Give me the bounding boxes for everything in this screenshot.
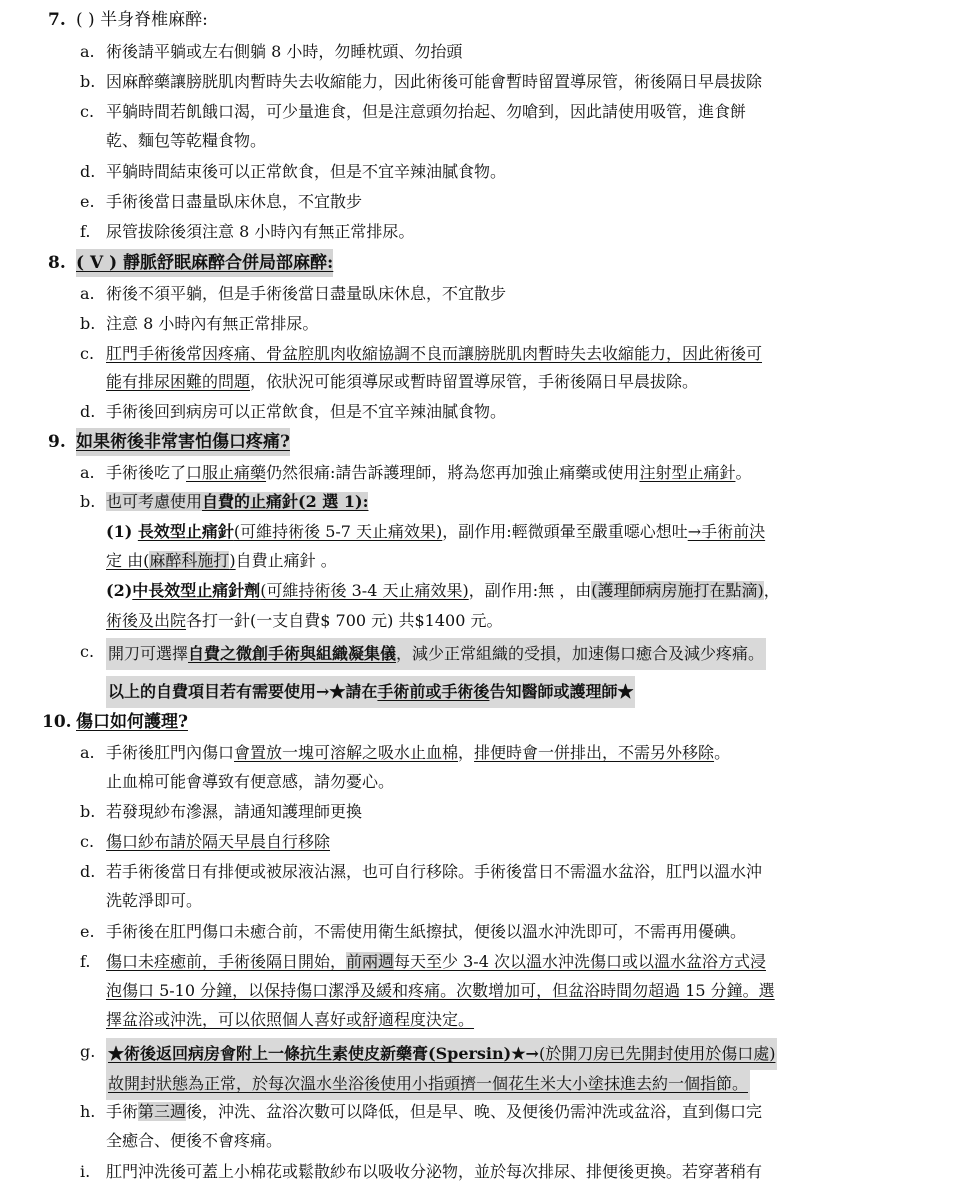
item-text: 手術後在肛門傷口未癒合前，不需使用衛生紙擦拭，便後以溫水沖洗即可，不需再用優碘。 [106, 922, 747, 941]
item-text: 平躺時間若飢餓口渴，可少量進食，但是注意頭勿抬起、勿嗆到，因此請使用吸管，進食餅 [106, 102, 747, 121]
item-text: ，依狀況可能須導尿或暫時留置導尿管，手術後隔日早晨拔除。 [250, 372, 699, 391]
oral-painkiller-text: 口服止痛藥 [186, 463, 267, 482]
item-label: h. [80, 1102, 96, 1121]
option-note: 定 由( [106, 551, 150, 570]
option-note: ， [763, 581, 780, 600]
item-text: 肛門手術後常因疼痛、骨盆腔肌肉收縮協調不良而讓膀胱肌肉暫時失去收縮能力，因此術後可 [106, 344, 763, 363]
item-text-underlined: 排便時會一併排出，不需另外移除 [474, 743, 715, 762]
item-label: f. [80, 222, 91, 241]
item-text: 後，沖洗、盆浴次數可以降低，但是早、晚、及便後仍需沖洗或盆浴，直到傷口完 [186, 1102, 763, 1121]
item-text: 注意 8 小時內有無正常排尿。 [106, 314, 319, 333]
item-text: 平躺時間結束後可以正常飲食，但是不宜辛辣油膩食物。 [106, 162, 507, 181]
item-text: ， [458, 743, 475, 762]
option-duration: (可維持術後 5-7 天止痛效果) [233, 522, 443, 541]
option-name: 長效型止痛針 [137, 522, 234, 541]
item-text: 手術後回到病房可以正常飲食，但是不宜辛辣油膩食物。 [106, 402, 507, 421]
item-text: 。 [735, 463, 752, 482]
item-label: e. [80, 192, 95, 211]
item-label: b. [80, 802, 96, 821]
item-text: 止血棉可能會導致有便意感，請勿憂心。 [106, 772, 395, 791]
item-label: c. [80, 832, 95, 851]
item-label: c. [80, 642, 95, 661]
nurse-admin-text: (護理師病房施打在點滴) [591, 581, 764, 600]
section-8-heading [0, 249, 977, 277]
item-label: a. [80, 284, 95, 303]
item-label: a. [80, 743, 95, 762]
item-text: 洗乾淨即可。 [106, 891, 203, 910]
option-note: 術後及出院 [106, 611, 187, 630]
ointment-note-text: ★術後返回病房會附上一條抗生素使皮新藥膏(Spersin)★→ [108, 1044, 539, 1063]
item-text: 傷口未痊癒前，手術後隔日開始， [106, 952, 347, 971]
item-text: 傷口紗布請於隔天早晨自行移除 [106, 832, 331, 851]
item-text: 若手術後當日有排便或被尿液沾濕，也可自行移除。手術後當日不需溫水盆浴，肛門以溫水沖 [106, 862, 763, 881]
item-text: 故開封狀態為正常，於每次溫水坐浴後使用小指頭擠一個花生米大小塗抹進去約一個指節。 [106, 1068, 750, 1100]
section-title: 傷口如何護理? [76, 712, 188, 732]
item-text: 擇盆浴或沖洗，可以依照個人喜好或舒適程度決定。 [106, 1010, 475, 1029]
item-label: d. [80, 402, 96, 421]
item-label: d. [80, 162, 96, 181]
section-number: 9. [48, 432, 66, 452]
item-label: d. [80, 862, 96, 881]
item-text: 因麻醉藥讓膀胱肌肉暫時失去收縮能力，因此術後可能會暫時留置導尿管，術後隔日早晨拔除 [106, 72, 763, 91]
opened-in-or-text: (於開刀房已先開封使用於傷口處) [538, 1044, 776, 1063]
option-note: →手術前決 [687, 522, 766, 541]
item-text: 可選擇 [140, 644, 189, 663]
item-text: 乾、麵包等乾糧食物。 [106, 131, 267, 150]
item-label: c. [80, 344, 95, 363]
option-note: ) [229, 551, 236, 570]
item-label: c. [80, 102, 95, 121]
item-text: 全癒合、便後不會疼痛。 [106, 1131, 283, 1150]
item-text-underlined: 會置放一塊可溶解之吸水止血棉 [234, 743, 459, 762]
note-text: 告知醫師或護理師★ [489, 682, 634, 701]
third-week-text: 第三週 [138, 1102, 187, 1121]
item-label: b. [80, 72, 96, 91]
item-label: b. [80, 492, 96, 511]
option-duration: (可維持術後 3-4 天止痛效果) [260, 581, 469, 600]
note-text: 以上的自費項目若有需要使用→★請在 [108, 682, 378, 701]
item-text: 也可考慮使用 [106, 492, 203, 511]
option-number: (2) [106, 581, 133, 600]
section-number: 7. [48, 10, 66, 30]
item-text: 。 [714, 743, 731, 762]
self-pay-painkiller-text: 自費的止痛針(2 選 1): [202, 492, 369, 511]
minimally-invasive-text: 自費之微創手術與組織凝集儀 [188, 644, 397, 663]
item-label: b. [80, 314, 96, 333]
item-label: g. [80, 1042, 96, 1061]
item-text: 開刀 [108, 644, 141, 663]
item-text: 每天至少 3-4 次以溫水沖洗傷口或以溫水盆浴方式浸 [394, 952, 766, 971]
option-side-effect: ，副作用:無 ，由 [468, 581, 592, 600]
item-text: ，減少正常組織的受損，加速傷口癒合及減少疼痛。 [396, 644, 765, 663]
option-number: (1) [106, 522, 138, 541]
item-label: a. [80, 42, 95, 61]
item-text: 若發現紗布滲濕，請通知護理師更換 [106, 802, 363, 821]
note-timing-text: 手術前或手術後 [377, 682, 490, 701]
item-text-underlined: 能有排尿困難的問題 [106, 372, 251, 391]
item-text: 仍然很痛:請告訴護理師，將為您再加強止痛藥或使用 [266, 463, 640, 482]
section-10-heading [0, 708, 977, 736]
item-text: 肛門沖洗後可蓋上小棉花或鬆散紗布以吸收分泌物，並於每次排尿、排便後更換。若穿著稍有 [106, 1162, 763, 1181]
section-7-heading [0, 6, 977, 34]
option-side-effect: ，副作用:輕微頭暈至嚴重噁心想吐 [442, 522, 688, 541]
item-text: 尿管拔除後須注意 8 小時內有無正常排尿。 [106, 222, 415, 241]
section-number: 8. [48, 253, 66, 273]
item-text: 術後請平躺或左右側躺 8 小時，勿睡枕頭、勿抬頭 [106, 42, 463, 61]
section-number: 10. [42, 712, 72, 732]
option-price: 各打一針(一支自費$ 700 元) 共$1400 元。 [186, 611, 503, 630]
item-label: e. [80, 922, 95, 941]
item-text: 術後不須平躺，但是手術後當日盡量臥床休息，不宜散步 [106, 284, 507, 303]
option-name: 中長效型止痛針劑 [132, 581, 261, 600]
option-note: 自費止痛針 。 [235, 551, 337, 570]
injection-painkiller-text: 注射型止痛針 [639, 463, 736, 482]
item-text: 手術後當日盡量臥床休息，不宜散步 [106, 192, 363, 211]
item-text: 手術後吃了 [106, 463, 187, 482]
section-title: ( ) 半身脊椎麻醉: [76, 10, 208, 30]
section-title: ( V ) 靜脈舒眠麻醉合併局部麻醉: [76, 249, 333, 277]
anesthesia-dept-text: 麻醉科施打 [149, 551, 230, 570]
item-label: i. [80, 1162, 91, 1181]
item-text: 手術後肛門內傷口 [106, 743, 235, 762]
section-title: 如果術後非常害怕傷口疼痛? [76, 428, 290, 456]
item-label: f. [80, 952, 91, 971]
item-text: 手術 [106, 1102, 139, 1121]
section-9-heading [0, 428, 977, 456]
item-text: 泡傷口 5-10 分鐘，以保持傷口潔淨及緩和疼痛。次數增加可，但盆浴時間勿超過 15 分鐘。選 [106, 981, 775, 1000]
first-two-weeks-text: 前兩週 [346, 952, 395, 971]
item-label: a. [80, 463, 95, 482]
